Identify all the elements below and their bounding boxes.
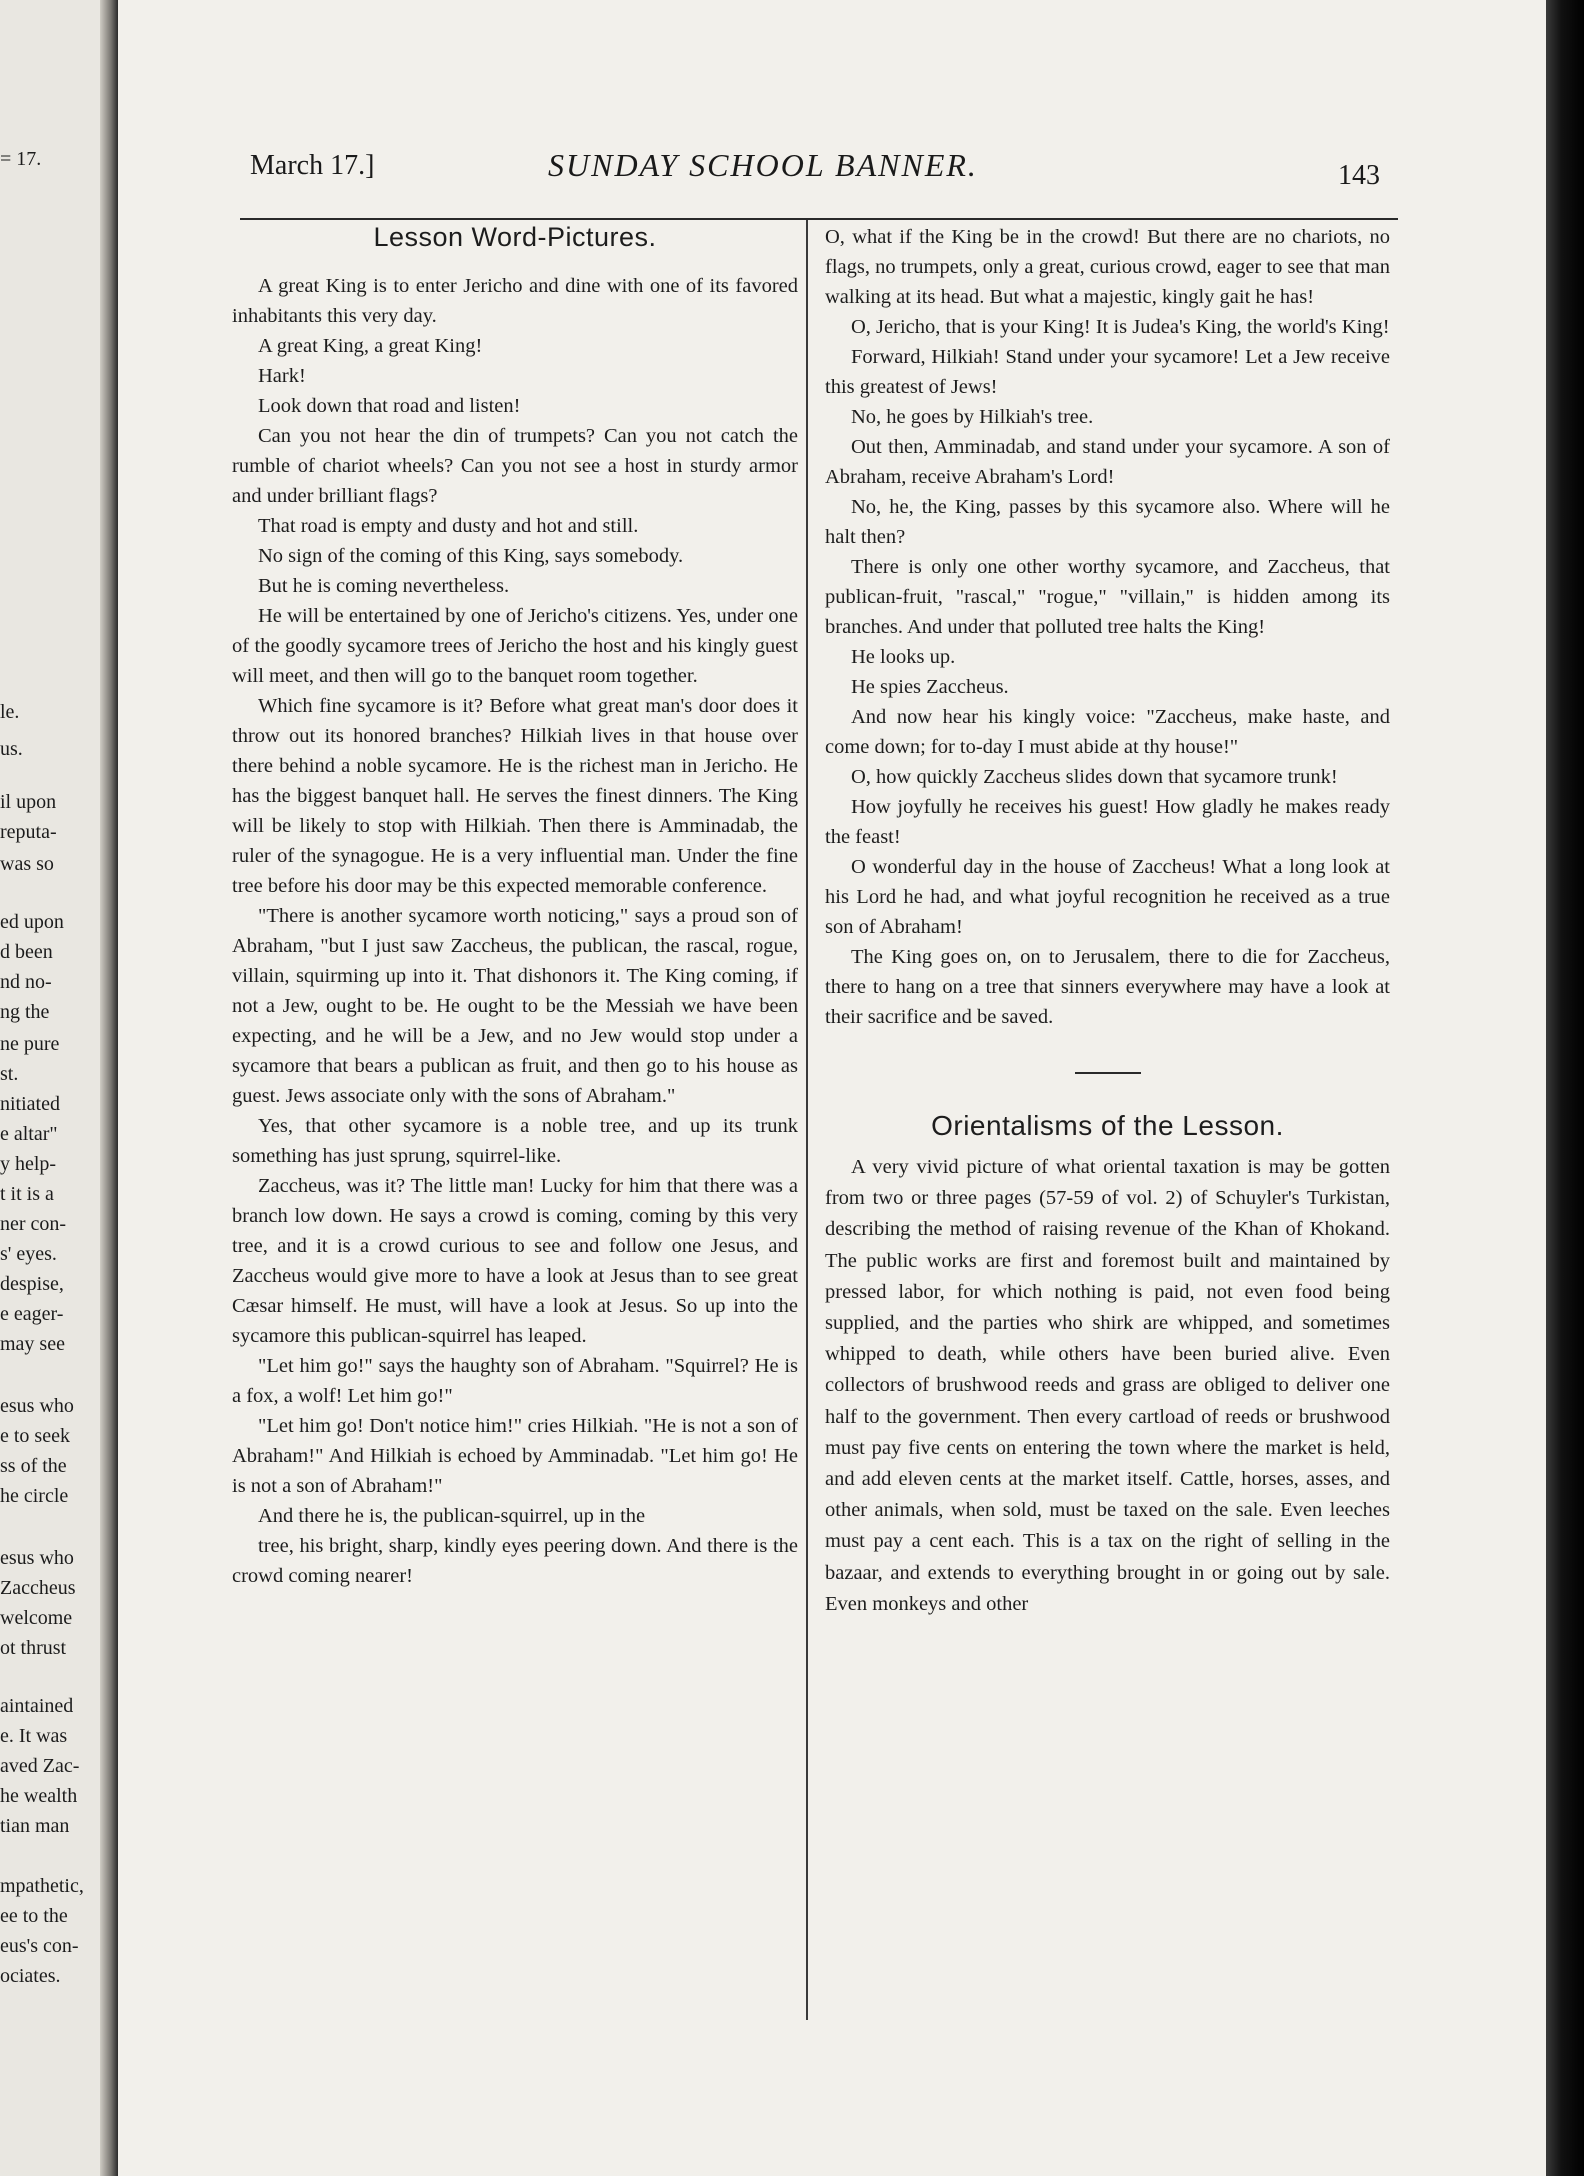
paragraph: He will be entertained by one of Jericho's citizens. Yes, under one of the goodly sycamore trees of Jericho the host and his kingly guest will meet, and then will go to the banquet room together.	[232, 605, 798, 687]
left-page-line: aved Zac-	[0, 1755, 80, 1777]
book-gutter	[100, 0, 118, 2176]
left-page-line: s' eyes.	[0, 1243, 57, 1265]
left-page-line: ot thrust	[0, 1637, 67, 1659]
left-page-line: t it is a	[0, 1183, 54, 1205]
left-page-line: = 17.	[0, 148, 42, 170]
left-page-fragment	[0, 0, 118, 2176]
paragraph: Zaccheus, was it? The little man! Lucky for him that there was a branch low down. He says a crowd is coming, coming by this very tree, and it is a crowd curious to see and follow one Jesus, and Zaccheus would give more to have a look at Jesus than to see great Cæsar himself. He must, will have a look at Jesus. So up into the sycamore this publican-squirrel has leaped.	[232, 1175, 798, 1347]
paragraph: O, how quickly Zaccheus slides down that sycamore trunk!	[851, 766, 1338, 788]
left-page-line: nitiated	[0, 1093, 60, 1115]
paragraph: That road is empty and dusty and hot and still.	[258, 515, 639, 537]
paragraph: No, he, the King, passes by this sycamore also. Where will he halt then?	[825, 496, 1390, 548]
paragraph: Can you not hear the din of trumpets? Can you not catch the rumble of chariot wheels? Can you not see a host in sturdy armor and under brilliant flags?	[232, 425, 798, 507]
header-page-number: 143	[1338, 160, 1380, 191]
paragraph: A very vivid picture of what oriental taxation is may be gotten from two or three pages (57-59 of vol. 2) of Schuyler's Turkistan, describing the method of raising revenue of the Khan of Khokand. The public works are first and foremost built and maintained by pressed labor, for which nothing is paid, not even food being supplied, and the parties who shirk are whipped, and sometimes whipped to death, while others have been buried alive. Even collectors of brushwood reeds and grass are obliged to deliver one half to the government. Then every cartload of reeds or brushwood must pay five cents on entering the town where the market is held, and add eleven cents at the market itself. Cattle, horses, asses, and other animals, when sold, must be taxed on the sale. Even leeches must pay a cent each. This is a tax on the right of selling in the bazaar, and extends to everything brought in or going out by sale. Even monkeys and other	[825, 1156, 1390, 1615]
paragraph: He spies Zaccheus.	[851, 676, 1009, 698]
paragraph: A great King, a great King!	[258, 335, 483, 357]
paragraph: There is only one other worthy sycamore, and Zaccheus, that publican-fruit, "rascal," "rogue," "villain," is hidden among its branches. And under that polluted tree halts the King!	[825, 556, 1390, 638]
paragraph: How joyfully he receives his guest! How gladly he makes ready the feast!	[825, 796, 1390, 848]
paragraph: "There is another sycamore worth noticing," says a proud son of Abraham, "but I just saw Zaccheus, the publican, the rascal, rogue, villain, squirming up into it. That dishonors it. The King coming, if not a Jew, ought to be. He ought to be the Messiah we have been expecting, and he will be a Jew, and no Jew would stop under a sycamore that bears a publican as fruit, and then go to his house as guest. Jews associate only with the sons of Abraham."	[232, 905, 798, 1107]
paragraph: But he is coming nevertheless.	[258, 575, 510, 597]
left-page-line: esus who	[0, 1395, 74, 1417]
left-page-line: ne pure	[0, 1033, 60, 1055]
left-page-line: ng the	[0, 1001, 50, 1023]
left-page-line: may see	[0, 1333, 65, 1355]
left-page-line: nd no-	[0, 971, 52, 993]
left-page-line: esus who	[0, 1547, 74, 1569]
paragraph: Out then, Amminadab, and stand under your sycamore. A son of Abraham, receive Abraham's Lord!	[825, 436, 1390, 488]
word-pictures-body-part-2	[825, 222, 1390, 1032]
paragraph: He looks up.	[851, 646, 956, 668]
paragraph: O, what if the King be in the crowd! But there are no chariots, no flags, no trumpets, only a great, curious crowd, eager to see that man walking at its head. But what a majestic, kingly gait he has!	[825, 226, 1390, 308]
left-page-line: e altar"	[0, 1123, 58, 1145]
left-page-line: Zaccheus	[0, 1577, 76, 1599]
left-page-line: d been	[0, 941, 53, 963]
paragraph: Which fine sycamore is it? Before what great man's door does it throw out its honored branches? Hilkiah lives in that house over there behind a noble sycamore. He is the richest man in Jericho. He has the biggest banquet hall. He serves the finest dinners. The King will be likely to stop with Hilkiah. Then there is Amminadab, the ruler of the synagogue. He is a very influential man. Under the fine tree before his door may be this expected memorable conference.	[232, 695, 798, 897]
left-page-line: us.	[0, 738, 23, 760]
left-page-line: ss of the	[0, 1455, 67, 1477]
left-page-line: ed upon	[0, 911, 64, 933]
left-page-line: le.	[0, 701, 20, 723]
left-page-line: was so	[0, 853, 54, 875]
paragraph: tree, his bright, sharp, kindly eyes peering down. And there is the crowd coming nearer!	[232, 1535, 798, 1587]
left-page-line: st.	[0, 1063, 19, 1085]
left-page-line: y help-	[0, 1153, 57, 1175]
paragraph: O, Jericho, that is your King! It is Judea's King, the world's King!	[851, 316, 1390, 338]
left-page-line: welcome	[0, 1607, 73, 1629]
paragraph: A great King is to enter Jericho and dine with one of its favored inhabitants this very day.	[232, 275, 798, 327]
left-column	[232, 210, 798, 1591]
page-edge	[1546, 0, 1584, 2176]
paragraph: O wonderful day in the house of Zaccheus! What a long look at his Lord he had, and what joyful recognition he received as a true son of Abraham!	[825, 856, 1390, 938]
section-title-orientalisms: Orientalisms of the Lesson.	[931, 1110, 1284, 1141]
paragraph: The King goes on, on to Jerusalem, there to die for Zaccheus, there to hang on a tree that sinners everywhere may have a look at their sacrifice and be saved.	[825, 946, 1390, 1028]
paragraph: Yes, that other sycamore is a noble tree, and up its trunk something has just sprung, squirrel-like.	[232, 1115, 798, 1167]
left-page-line: il upon	[0, 791, 57, 813]
left-page-line: ociates.	[0, 1965, 61, 1987]
column-divider	[806, 220, 808, 2020]
paragraph: Hark!	[258, 365, 306, 387]
paragraph: And there he is, the publican-squirrel, up in the	[258, 1505, 646, 1527]
paragraph: "Let him go!" says the haughty son of Abraham. "Squirrel? He is a fox, a wolf! Let him go!"	[232, 1355, 798, 1407]
paragraph: Forward, Hilkiah! Stand under your sycamore! Let a Jew receive this greatest of Jews!	[825, 346, 1390, 398]
left-page-line: tian man	[0, 1815, 70, 1837]
paragraph: No, he goes by Hilkiah's tree.	[851, 406, 1094, 428]
right-column	[825, 222, 1390, 1620]
left-page-line: ner con-	[0, 1213, 67, 1235]
word-pictures-body-part-1	[232, 271, 798, 1591]
left-page-line: ee to the	[0, 1905, 68, 1927]
left-page-line: e eager-	[0, 1303, 64, 1325]
header-date: March 17.]	[250, 150, 375, 181]
section-separator	[1075, 1072, 1141, 1074]
left-page-line: aintained	[0, 1695, 74, 1717]
paragraph: And now hear his kingly voice: "Zaccheus, make haste, and come down; for to-day I must abide at thy house!"	[825, 706, 1390, 758]
left-page-line: he wealth	[0, 1785, 78, 1807]
left-page-line: e to seek	[0, 1425, 70, 1447]
left-page-line: he circle	[0, 1485, 69, 1507]
left-page-line: reputa-	[0, 821, 57, 843]
header-publication-title: SUNDAY SCHOOL BANNER.	[548, 147, 978, 183]
paragraph: "Let him go! Don't notice him!" cries Hilkiah. "He is not a son of Abraham!" And Hilkiah is echoed by Amminadab. "Let him go! He is not a son of Abraham!"	[232, 1415, 798, 1497]
paragraph: Look down that road and listen!	[258, 395, 521, 417]
paragraph: No sign of the coming of this King, says somebody.	[258, 545, 684, 567]
left-page-line: mpathetic,	[0, 1875, 84, 1897]
left-page-line: eus's con-	[0, 1935, 79, 1957]
left-page-line: e. It was	[0, 1725, 68, 1747]
left-page-line: despise,	[0, 1273, 64, 1295]
orientalisms-body	[825, 1152, 1390, 1620]
section-title-word-pictures: Lesson Word-Pictures.	[373, 222, 657, 252]
